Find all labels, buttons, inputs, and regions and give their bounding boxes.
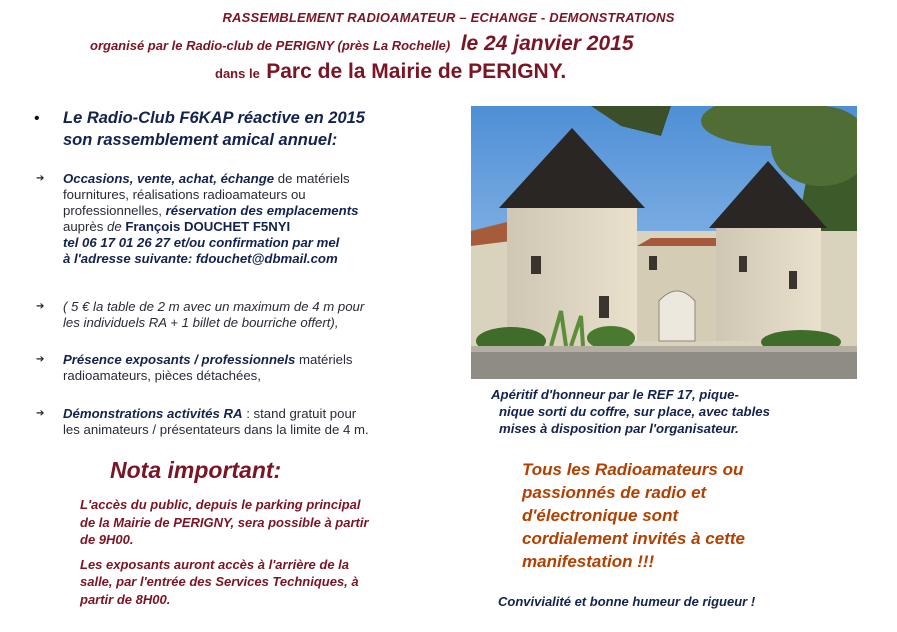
contact-phone: tel 06 17 01 26 27 et/ou confirmation par mel (63, 235, 340, 250)
header-location (215, 60, 566, 84)
demos-strong: Démonstrations activités RA (63, 406, 243, 421)
castle-photo (471, 106, 857, 379)
item-demos (36, 406, 369, 438)
nota-p1-line1: L'accès du public, depuis le parking principal (80, 497, 361, 512)
tables-line1: ( 5 € la table de 2 m avec un maximum de 4 m pour (63, 299, 365, 314)
occasions-line4-text: auprès (63, 219, 107, 234)
invitation-line3: d'électronique sont (522, 506, 679, 525)
presence-text: matériels (295, 352, 353, 367)
intro-line2: son rassemblement amical annuel: (63, 131, 338, 149)
nota-text (80, 496, 369, 608)
occasions-line2: fournitures, réalisations radioamateurs ou (63, 187, 306, 202)
presence-strong: Présence exposants / professionnels (63, 352, 296, 367)
tables-line2: les individuels RA + 1 billet de bourriche offert), (63, 315, 339, 330)
nota-p2-line3: partir de 8H00. (80, 591, 171, 607)
closing-line: Convivialité et bonne humeur de rigueur ! (498, 594, 756, 609)
occasions-text: de matériels (274, 171, 350, 186)
occasions-line4-de: de (107, 219, 122, 234)
nota-p1-line3: de 9H00. (80, 532, 134, 547)
occasions-line3-strong: réservation des emplacements (165, 203, 359, 218)
header-subtitle (90, 32, 634, 56)
invitation-line2: passionnés de radio et (522, 483, 707, 502)
demos-text: : stand gratuit pour (242, 406, 357, 421)
item-occasions (36, 171, 359, 267)
nota-p2-line2: salle, par l'entrée des Services Techniques, à (80, 574, 359, 589)
demos-line2: les animateurs / présentateurs dans la limite de 4 m. (63, 422, 369, 437)
header-title: RASSEMBLEMENT RADIOAMATEUR – ECHANGE - DEMONSTRATIONS (222, 10, 675, 25)
nota-p1-line2: de la Mairie de PERIGNY, sera possible à partir (80, 514, 369, 530)
item-tables (36, 299, 365, 331)
photo-caption (491, 386, 770, 437)
arrow-icon: ➔ (36, 354, 45, 365)
contact-name: François DOUCHET F5NYI (121, 219, 291, 234)
presence-line2: radioamateurs, pièces détachées, (63, 368, 261, 383)
occasions-strong: Occasions, vente, achat, échange (63, 171, 275, 186)
caption-line1: Apéritif d'honneur par le REF 17, pique- (491, 387, 739, 402)
nota-p2-line1: Les exposants auront accès à l'arrière de la (80, 556, 350, 572)
invitation-line1: Tous les Radioamateurs ou (522, 460, 744, 479)
nota-title: Nota important: (110, 457, 282, 483)
arrow-icon: ➔ (36, 173, 45, 184)
location-prefix: dans le (215, 66, 260, 81)
caption-line2: nique sorti du coffre, sur place, avec tables (499, 404, 770, 419)
event-place: Parc de la Mairie de PERIGNY. (266, 60, 567, 83)
event-date: le 24 janvier 2015 (460, 32, 634, 55)
organizer-text: organisé par le Radio-club de PERIGNY (près La Rochelle) (90, 38, 451, 53)
contact-email: à l'adresse suivante: fdouchet@dbmail.com (63, 251, 338, 266)
caption-line3: mises à disposition par l'organisateur. (499, 421, 739, 436)
invitation-line4: cordialement invités à cette (522, 529, 745, 548)
item-presence (36, 352, 353, 384)
intro-text (63, 107, 365, 151)
bullet-icon: • (34, 110, 40, 127)
arrow-icon: ➔ (36, 301, 45, 312)
invitation-line5: manifestation !!! (522, 552, 655, 571)
intro-line1: Le Radio-Club F6KAP réactive en 2015 (63, 109, 365, 127)
invitation-text (522, 458, 745, 573)
occasions-line3-text: professionnelles, (63, 203, 166, 218)
arrow-icon: ➔ (36, 408, 45, 419)
